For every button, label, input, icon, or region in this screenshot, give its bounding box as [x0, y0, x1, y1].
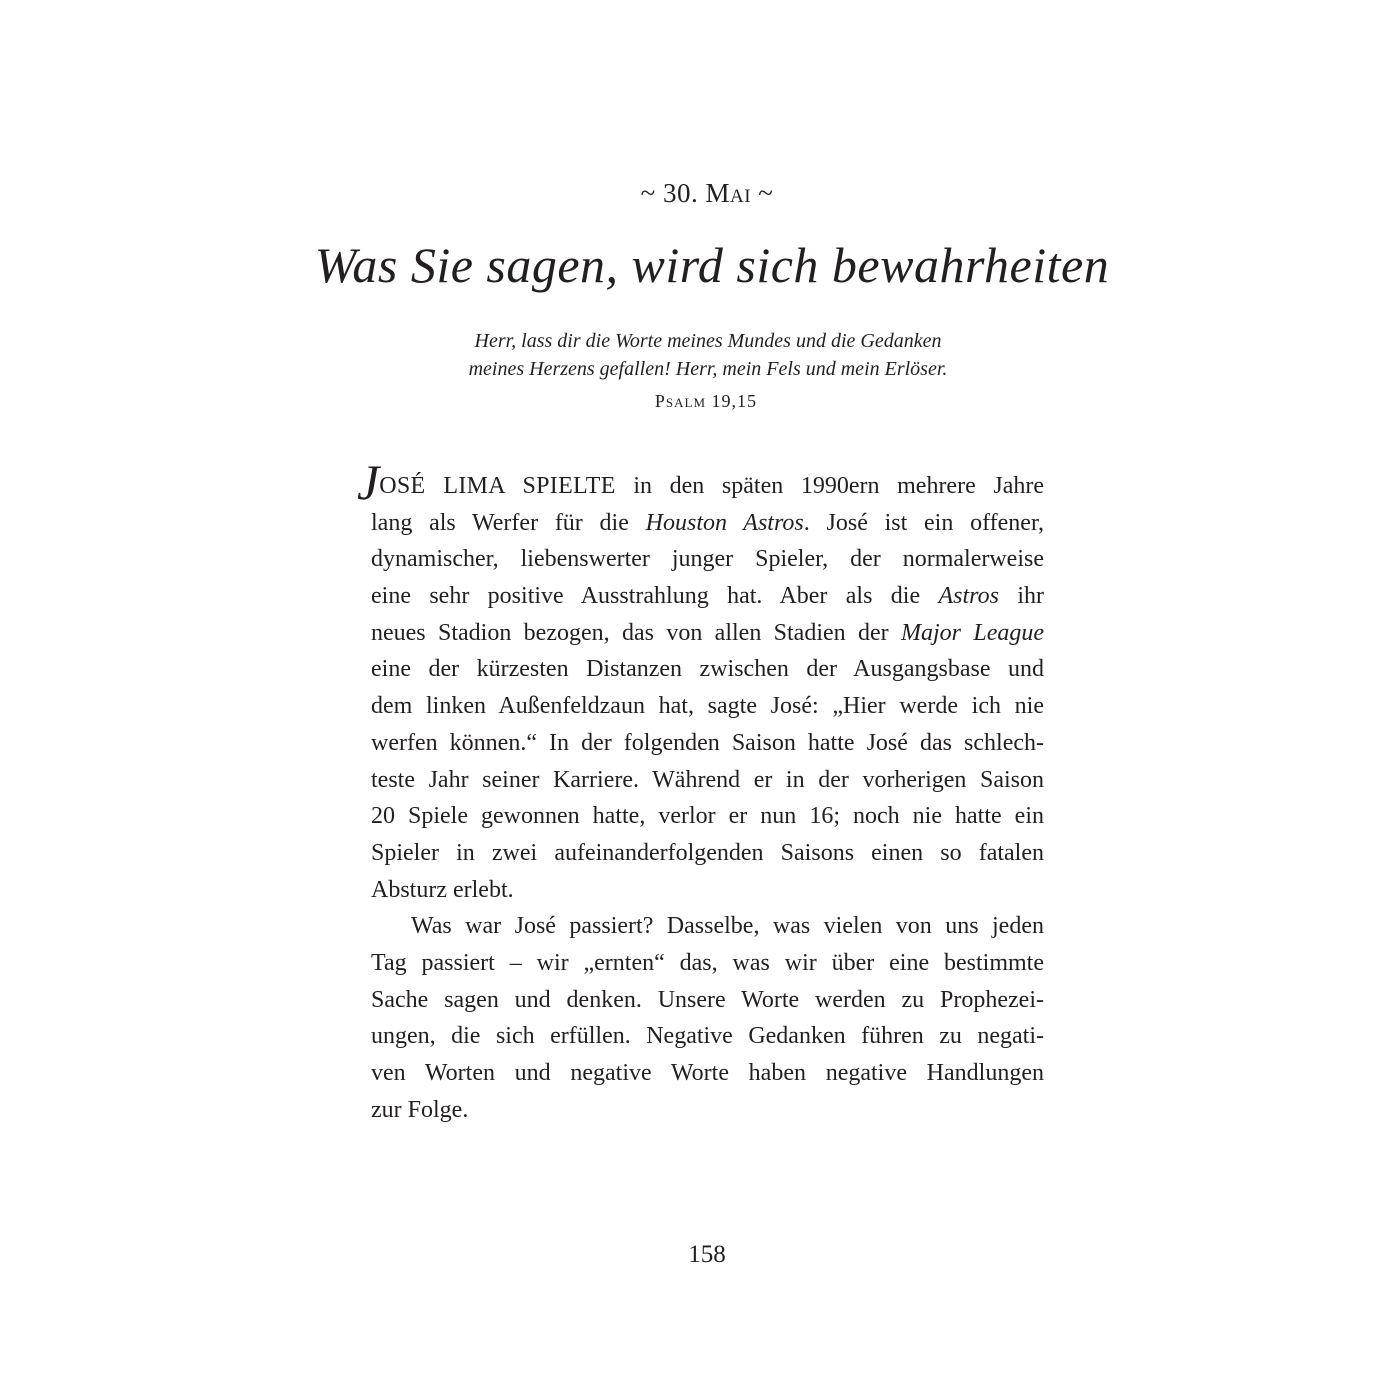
text-segment: eine der kürzesten Distanzen zwischen der Ausgangsbase und: [371, 656, 1044, 683]
text-line: [371, 762, 1044, 799]
text-segment: werfen können.“ In der folgenden Saison hatte José das schlech-: [371, 729, 1044, 756]
italic-text: Major League: [901, 619, 1045, 646]
epigraph-line: meines Herzens gefallen! Herr, mein Fels und mein Erlöser.: [468, 358, 948, 380]
italic-text: Astros: [938, 583, 999, 610]
epigraph-quote: [0, 327, 1400, 383]
text-segment: ihr: [998, 583, 1044, 610]
text-line: [371, 798, 1044, 835]
body-text: [357, 454, 1045, 1128]
paragraph: [357, 454, 1045, 908]
text-line: [371, 908, 1044, 945]
text-line: [371, 688, 1044, 725]
text-segment: teste Jahr seiner Karriere. Während er in der vorherigen Saison: [371, 766, 1044, 793]
text-segment: lang als Werfer für die: [371, 509, 646, 536]
paragraph: [371, 908, 1044, 1128]
text-segment: ungen, die sich erfüllen. Negative Gedanken führen zu negati-: [371, 1023, 1044, 1050]
text-line: [371, 1092, 1044, 1129]
text-line: [371, 1055, 1044, 1092]
text-segment: Spieler in zwei aufeinanderfolgenden Saisons einen so fatalen: [371, 839, 1044, 866]
text-segment: zur Folge.: [371, 1096, 469, 1123]
text-segment: . José ist ein offener,: [803, 509, 1044, 536]
text-segment: ven Worten und negative Worte haben negative Handlungen: [371, 1060, 1044, 1086]
lead-in-caps: OSÉ LIMA SPIELTE: [379, 473, 616, 499]
drop-cap: J: [357, 454, 380, 510]
text-segment: Absturz erlebt.: [371, 876, 514, 903]
page-title: Was Sie sagen, wird sich bewahrheiten: [314, 237, 1110, 293]
text-segment: Sache sagen und denken. Unsere Worte werden zu Prophezei-: [371, 986, 1044, 1013]
text-segment: dynamischer, liebenswerter junger Spieler, der normalerweise: [371, 546, 1044, 573]
text-segment: in den späten 1990ern mehrere Jahre: [615, 473, 1044, 499]
entry-date: ~ 30. Mai ~: [640, 178, 774, 208]
epigraph-line: Herr, lass dir die Worte meines Mundes und die Gedanken: [474, 330, 942, 352]
text-line: [371, 651, 1044, 688]
italic-text: Houston Astros: [645, 509, 804, 536]
text-segment: Was war José passiert? Dasselbe, was vielen von uns jeden: [411, 913, 1044, 940]
text-line: [357, 454, 1044, 510]
text-line: [371, 872, 1044, 909]
text-segment: eine sehr positive Ausstrahlung hat. Aber als die: [371, 583, 939, 610]
text-line: [371, 835, 1044, 872]
text-line: [371, 945, 1044, 982]
epigraph-source: Psalm 19,15: [654, 391, 758, 411]
page-number: 158: [688, 1241, 726, 1268]
text-line: [371, 578, 1044, 615]
text-segment: dem linken Außenfeldzaun hat, sagte José: „Hier werde ich nie: [371, 693, 1044, 720]
text-line: [371, 725, 1044, 762]
text-segment: 20 Spiele gewonnen hatte, verlor er nun 16; noch nie hatte ein: [371, 803, 1044, 830]
text-segment: neues Stadion bezogen, das von allen Stadien der: [371, 619, 901, 646]
text-segment: Tag passiert – wir „ernten“ das, was wir über eine bestimmte: [371, 949, 1044, 976]
text-line: [371, 982, 1044, 1019]
text-line: [371, 1018, 1044, 1055]
text-line: [371, 615, 1044, 652]
text-line: [371, 505, 1044, 542]
text-line: [371, 541, 1044, 578]
